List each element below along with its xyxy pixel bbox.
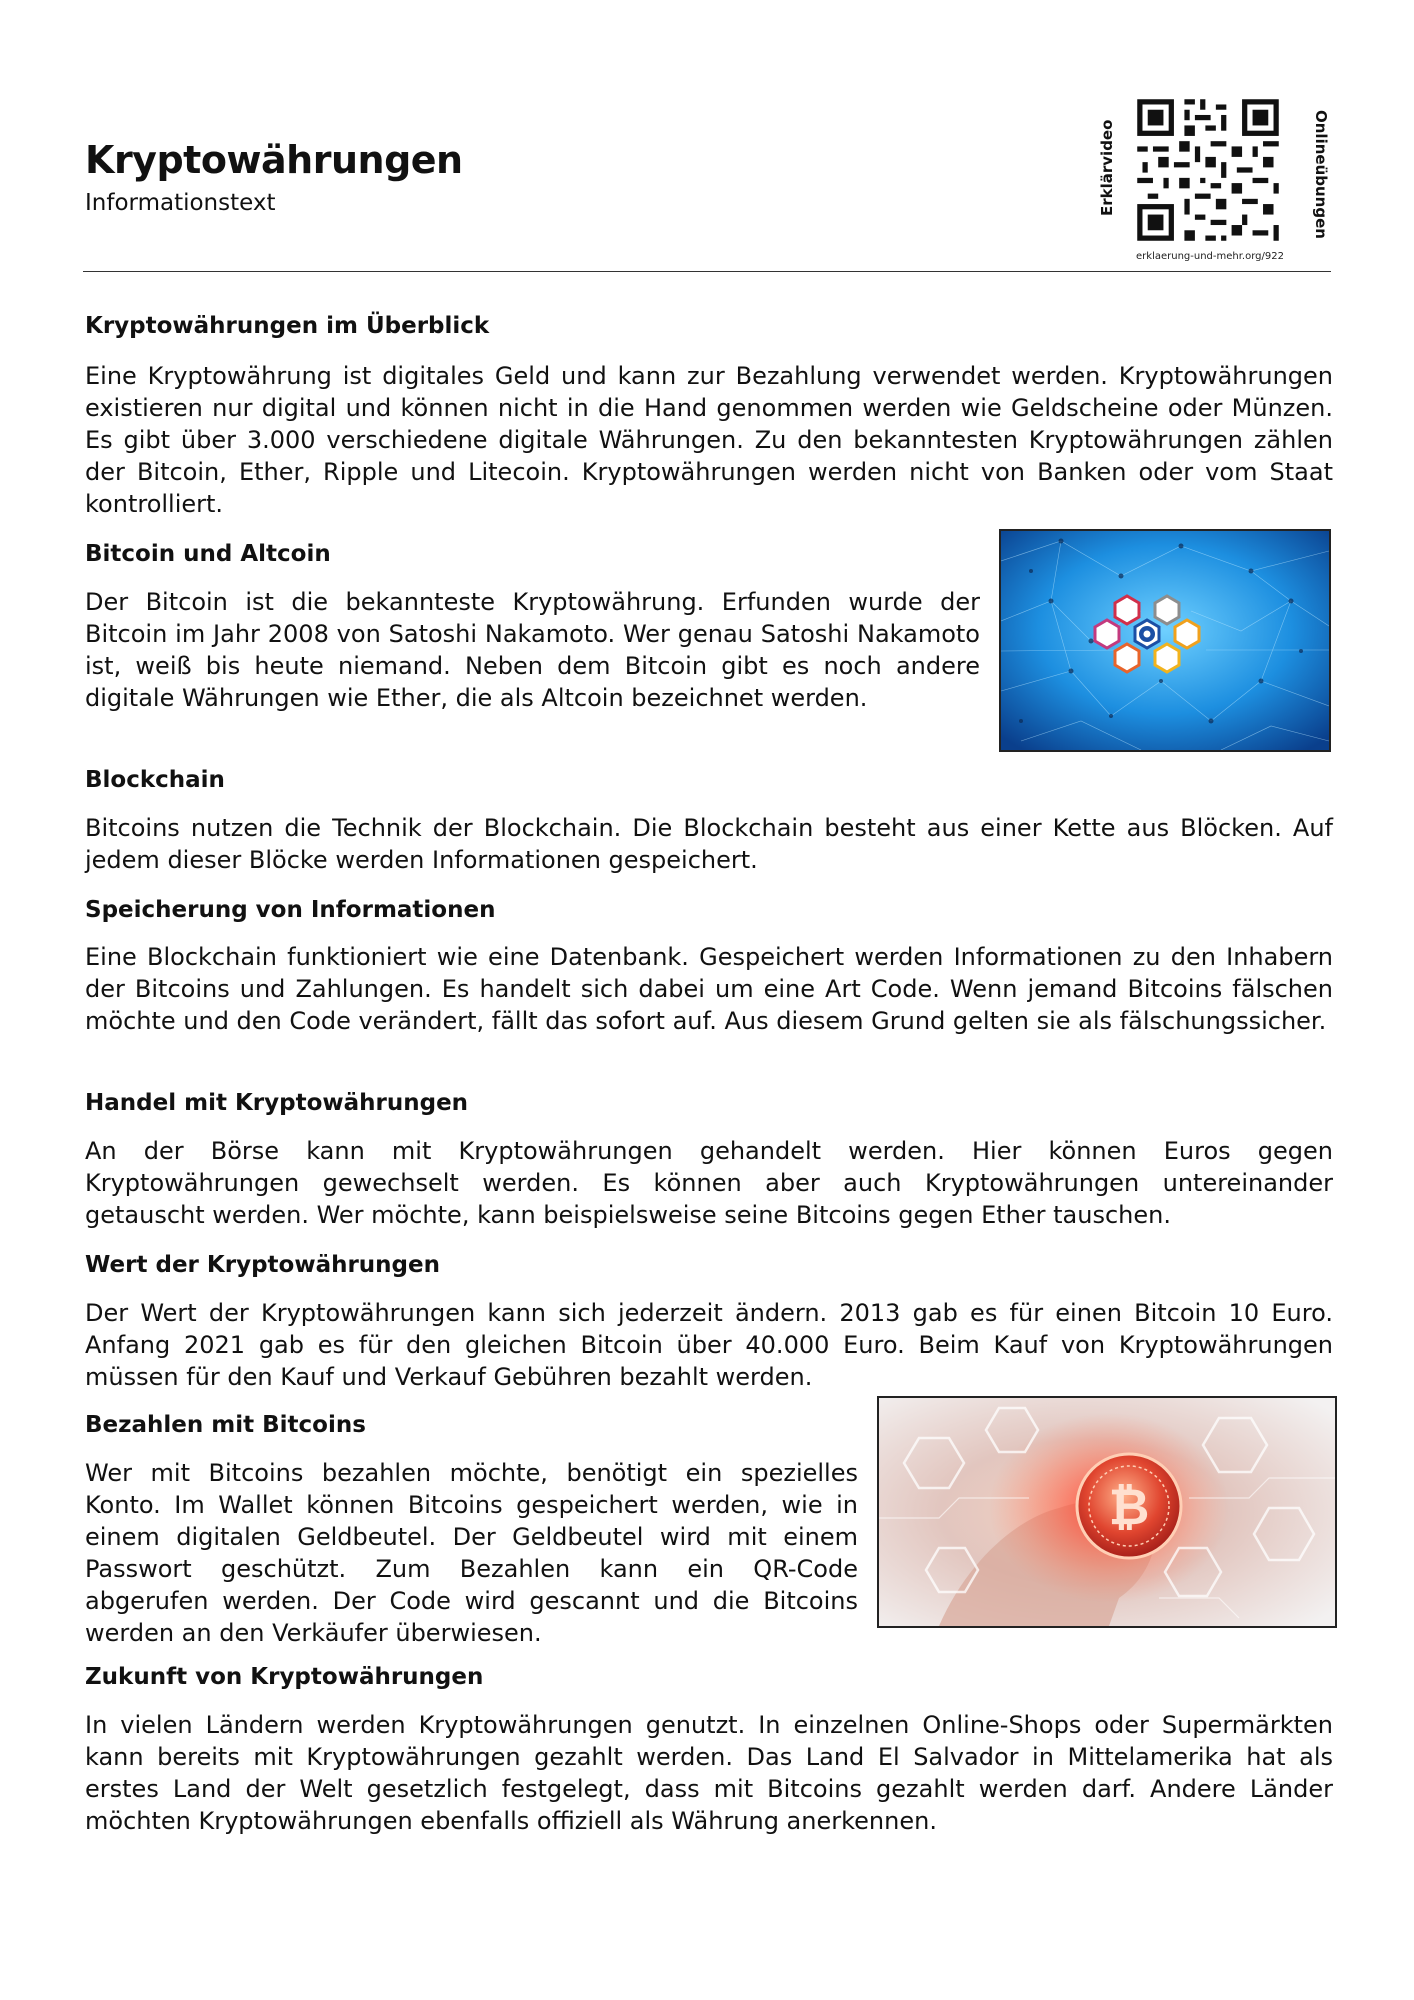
section-text: Eine Kryptowährung ist digitales Geld und kann zur Bezahlung verwendet werden. Kryptowährungen existieren nur digital und können nicht in die Hand genommen werden wie Geldscheine oder Münzen. Es gibt über 3.000 verschiedene digitale Währungen. Zu den bekanntesten Kryptowährungen zählen der Bitcoin, Ether, Ripple und Litecoin. Kryptowährungen werden nicht von Banken oder vom Staat kontrolliert. <box>85 362 1333 518</box>
section-text: In vielen Ländern werden Kryptowährungen genutzt. In einzelnen Online-Shops oder Supermärkten kann bereits mit Kryptowährungen gezahlt werden. Das Land El Salvador in Mittelamerika hat als erstes Land der Welt gesetzlich festgelegt, dass mit Bitcoins gezahlt werden darf. Andere Länder möchten Kryptowährungen ebenfalls offiziell als Währung anerkennen. <box>85 1711 1333 1835</box>
section-heading: Wert der Kryptowährungen <box>85 1252 440 1278</box>
section-text: Bitcoins nutzen die Technik der Blockchain. Die Blockchain besteht aus einer Kette aus Blöcken. Auf jedem dieser Blöcke werden Informationen gespeichert. <box>85 814 1333 874</box>
section-heading: Handel mit Kryptowährungen <box>85 1090 469 1116</box>
qr-block <box>1090 90 1330 265</box>
svg-text:₿: ₿ <box>1108 1478 1150 1536</box>
qr-code-icon[interactable] <box>1132 94 1284 246</box>
section-heading: Blockchain <box>85 767 225 793</box>
section-text: Der Bitcoin ist die bekannteste Kryptowährung. Erfunden wurde der Bitcoin im Jahr 2008 von Satoshi Nakamoto. Wer genau Satoshi Nakamoto ist, weiß bis heute niemand. Neben dem Bitcoin gibt es noch andere digitale Währungen wie Ether, die als Altcoin bezeichnet werden. <box>85 588 980 712</box>
section-text: Wer mit Bitcoins bezahlen möchte, benötigt ein spezielles Konto. Im Wallet können Bitcoins gespeichert werden, wie in einem digitalen Geldbeutel. Der Geldbeutel wird mit einem Passwort geschützt. Zum Bezahlen kann ein QR-Code abgerufen werden. Der Code wird gescannt und die Bitcoins werden an den Verkäufer überwiesen. <box>85 1459 858 1647</box>
section-text: An der Börse kann mit Kryptowährungen gehandelt werden. Hier können Euros gegen Kryptowährungen gewechselt werden. Es können aber auch Kryptowährungen untereinander getauscht werden. Wer möchte, kann beispielsweise seine Bitcoins gegen Ether tauschen. <box>85 1137 1333 1229</box>
page-title: Kryptowährungen <box>85 138 463 182</box>
section-text: Eine Blockchain funktioniert wie eine Datenbank. Gespeichert werden Informationen zu den Inhabern der Bitcoins und Zahlungen. Es handelt sich dabei um eine Art Code. Wenn jemand Bitcoins fälschen möchte und den Code verändert, fällt das sofort auf. Aus diesem Grund gelten sie als fälschungssicher. <box>85 943 1333 1035</box>
section-heading: Zukunft von Kryptowährungen <box>85 1664 484 1690</box>
qr-exercises-label: Onlineübungen <box>1312 109 1330 239</box>
bitcoin-coin-hand-image <box>877 1396 1337 1628</box>
page-subtitle: Informationstext <box>85 190 276 216</box>
qr-video-label: Erklärvideo <box>1098 119 1116 217</box>
section-heading: Bitcoin und Altcoin <box>85 541 331 567</box>
header-divider <box>83 271 1331 272</box>
section-heading: Kryptowährungen im Überblick <box>85 313 490 339</box>
network-hexagon-image <box>999 529 1331 752</box>
section-heading: Bezahlen mit Bitcoins <box>85 1412 366 1438</box>
section-heading: Speicherung von Informationen <box>85 897 496 923</box>
qr-url[interactable]: erklaerung-und-mehr.org/922 <box>1136 251 1284 262</box>
section-text: Der Wert der Kryptowährungen kann sich jederzeit ändern. 2013 gab es für einen Bitcoin 10 Euro. Anfang 2021 gab es für den gleichen Bitcoin über 40.000 Euro. Beim Kauf von Kryptowährungen müssen für den Kauf und Verkauf Gebühren bezahlt werden. <box>85 1299 1333 1391</box>
